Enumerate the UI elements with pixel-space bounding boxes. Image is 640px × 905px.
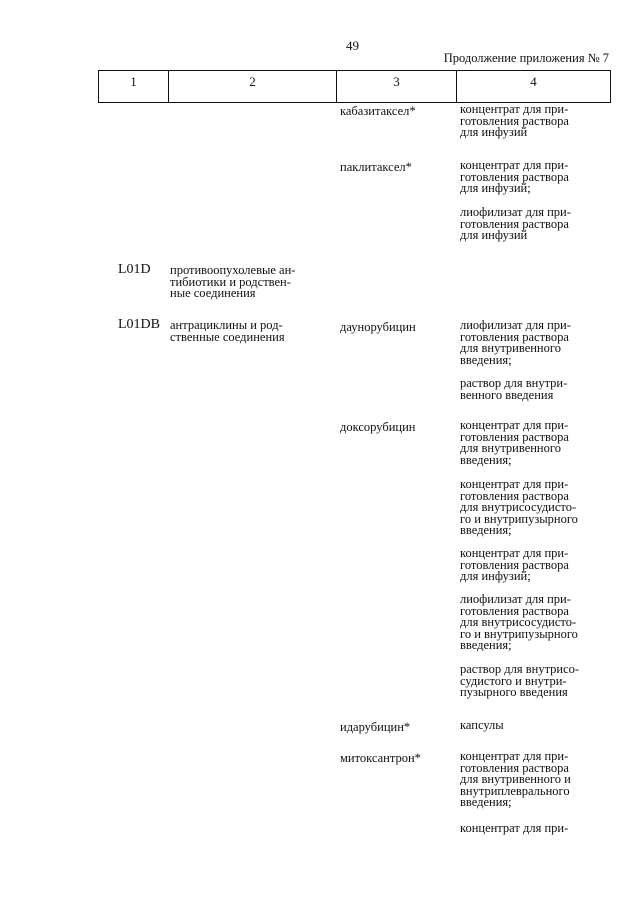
form-paclitaxel-1: концентрат для при- готовления раствора для инфузий; xyxy=(460,158,569,196)
drug-paclitaxel: паклитаксел* xyxy=(340,160,412,174)
category-antitumor-antibiotics: противоопухолевые ан- тибиотики и родствен- ные соединения xyxy=(170,263,296,301)
form-doxorubicin-2: концентрат для при- готовления раствора для внутрисосудисто- го и внутрипузырного введения; xyxy=(460,477,578,538)
form-idarubicin-1: капсулы xyxy=(460,718,504,732)
header-col-4: 4 xyxy=(457,71,611,103)
page-number: 49 xyxy=(346,38,359,53)
form-doxorubicin-1: концентрат для при- готовления раствора для внутривенного введения; xyxy=(460,418,569,467)
drug-doxorubicin: доксорубицин xyxy=(340,420,416,434)
drug-idarubicin: идарубицин* xyxy=(340,720,411,734)
form-mitoxantrone-1: концентрат для при- готовления раствора для внутривенного и внутриплеврального введения; xyxy=(460,749,571,810)
form-doxorubicin-4: лиофилизат для при- готовления раствора для внутрисосудисто- го и внутрипузырного введения; xyxy=(460,592,578,653)
table-header xyxy=(98,70,611,103)
form-daunorubicin-2: раствор для внутри- венного введения xyxy=(460,376,568,402)
drug-cabazitaxel: кабазитаксел* xyxy=(340,104,416,118)
header-col-2: 2 xyxy=(169,71,337,103)
category-anthracyclines: антрациклины и род- ственные соединения xyxy=(170,318,285,344)
form-doxorubicin-5: раствор для внутрисо- судистого и внутри- пузырного введения xyxy=(460,662,580,700)
header-col-3: 3 xyxy=(337,71,457,103)
code-l01db: L01DB xyxy=(118,317,160,332)
form-daunorubicin-1: лиофилизат для при- готовления раствора для внутривенного введения; xyxy=(460,318,571,367)
code-l01d: L01D xyxy=(118,262,151,277)
form-paclitaxel-2: лиофилизат для при- готовления раствора для инфузий xyxy=(460,205,571,243)
form-mitoxantrone-2: концентрат для при- xyxy=(460,821,569,835)
continuation-label: Продолжение приложения № 7 xyxy=(443,51,609,65)
drug-mitoxantrone: митоксантрон* xyxy=(340,751,421,765)
form-cabazitaxel-1: концентрат для при- готовления раствора для инфузий xyxy=(460,102,569,140)
form-doxorubicin-3: концентрат для при- готовления раствора для инфузий; xyxy=(460,546,569,584)
header-col-1: 1 xyxy=(99,71,169,103)
drug-daunorubicin: даунорубицин xyxy=(340,320,416,334)
